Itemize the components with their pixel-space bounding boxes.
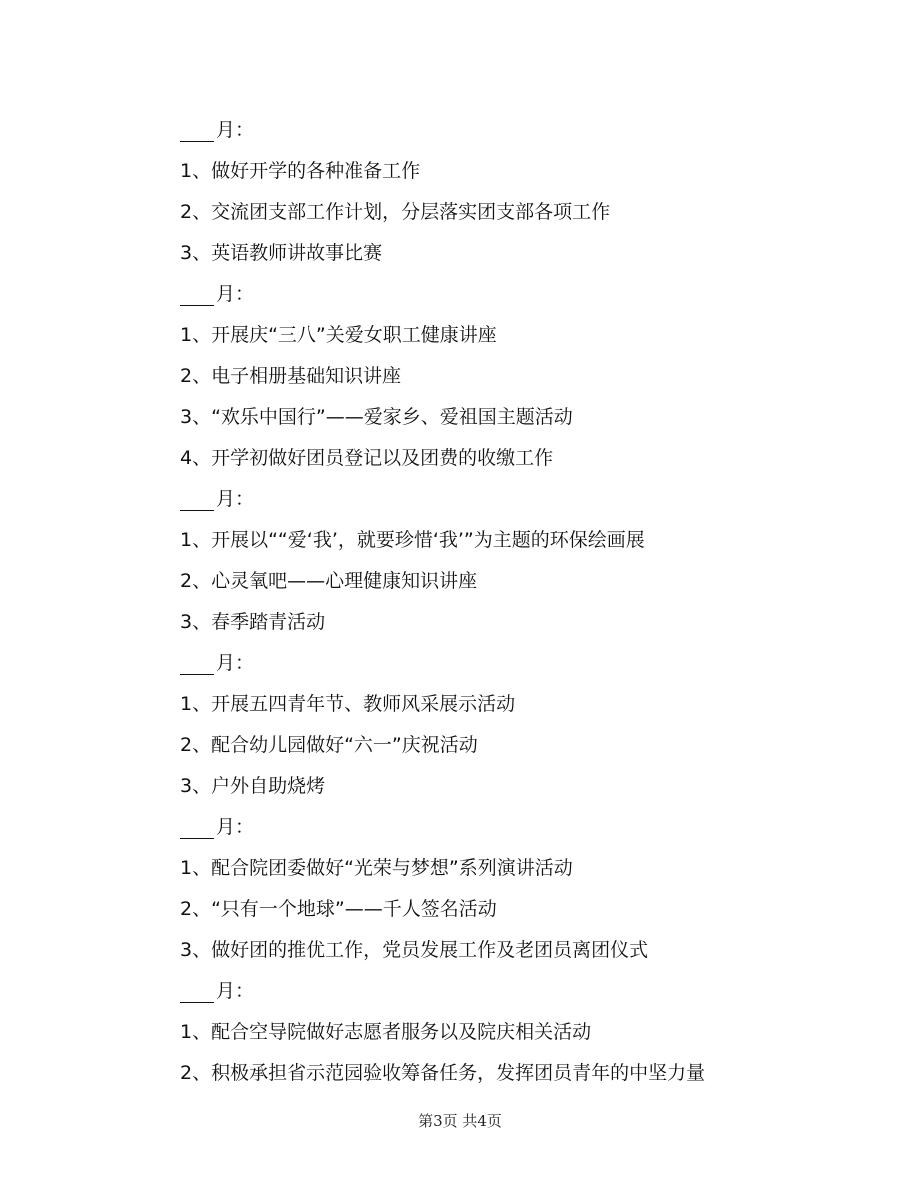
month-blank <box>180 488 214 511</box>
list-item: 3、“欢乐中国行”——爱家乡、爱祖国主题活动 <box>180 406 573 428</box>
page-footer: 第3页 共4页 <box>418 1112 502 1130</box>
list-item: 2、电子相册基础知识讲座 <box>180 365 402 387</box>
list-item: 2、心灵氧吧——心理健康知识讲座 <box>180 570 478 592</box>
month-blank <box>180 980 214 1003</box>
month-heading <box>180 110 820 151</box>
list-item: 1、配合空导院做好志愿者服务以及院庆相关活动 <box>180 1021 592 1043</box>
month-heading <box>180 643 820 684</box>
month-blank <box>180 652 214 675</box>
list-item: 1、开展庆“三八”关爱女职工健康讲座 <box>180 324 497 346</box>
month-heading <box>180 274 820 315</box>
list-item: 3、户外自助烧烤 <box>180 775 326 797</box>
plan-content <box>180 110 820 1094</box>
list-item: 1、配合院团委做好“光荣与梦想”系列演讲活动 <box>180 857 573 879</box>
month-blank <box>180 119 214 142</box>
month-label: 月： <box>216 488 255 510</box>
list-item: 3、春季踏青活动 <box>180 611 326 633</box>
month-label: 月： <box>216 283 255 305</box>
list-item: 2、交流团支部工作计划，分层落实团支部各项工作 <box>180 201 611 223</box>
list-item: 2、积极承担省示范园验收筹备任务，发挥团员青年的中坚力量 <box>180 1062 706 1084</box>
list-item: 3、英语教师讲故事比赛 <box>180 242 383 264</box>
month-label: 月： <box>216 816 255 838</box>
month-heading <box>180 479 820 520</box>
list-item: 4、开学初做好团员登记以及团费的收缴工作 <box>180 447 554 469</box>
list-item: 1、做好开学的各种准备工作 <box>180 160 421 182</box>
month-heading <box>180 971 820 1012</box>
list-item: 3、做好团的推优工作，党员发展工作及老团员离团仪式 <box>180 939 649 961</box>
list-item: 1、开展以““爱‘我’，就要珍惜‘我’”为主题的环保绘画展 <box>180 529 645 551</box>
list-item: 1、开展五四青年节、教师风采展示活动 <box>180 693 516 715</box>
list-item: 2、配合幼儿园做好“六一”庆祝活动 <box>180 734 478 756</box>
month-heading <box>180 807 820 848</box>
month-label: 月： <box>216 119 255 141</box>
month-blank <box>180 283 214 306</box>
month-blank <box>180 816 214 839</box>
list-item: 2、“只有一个地球”——千人签名活动 <box>180 898 497 920</box>
month-label: 月： <box>216 980 255 1002</box>
month-label: 月： <box>216 652 255 674</box>
